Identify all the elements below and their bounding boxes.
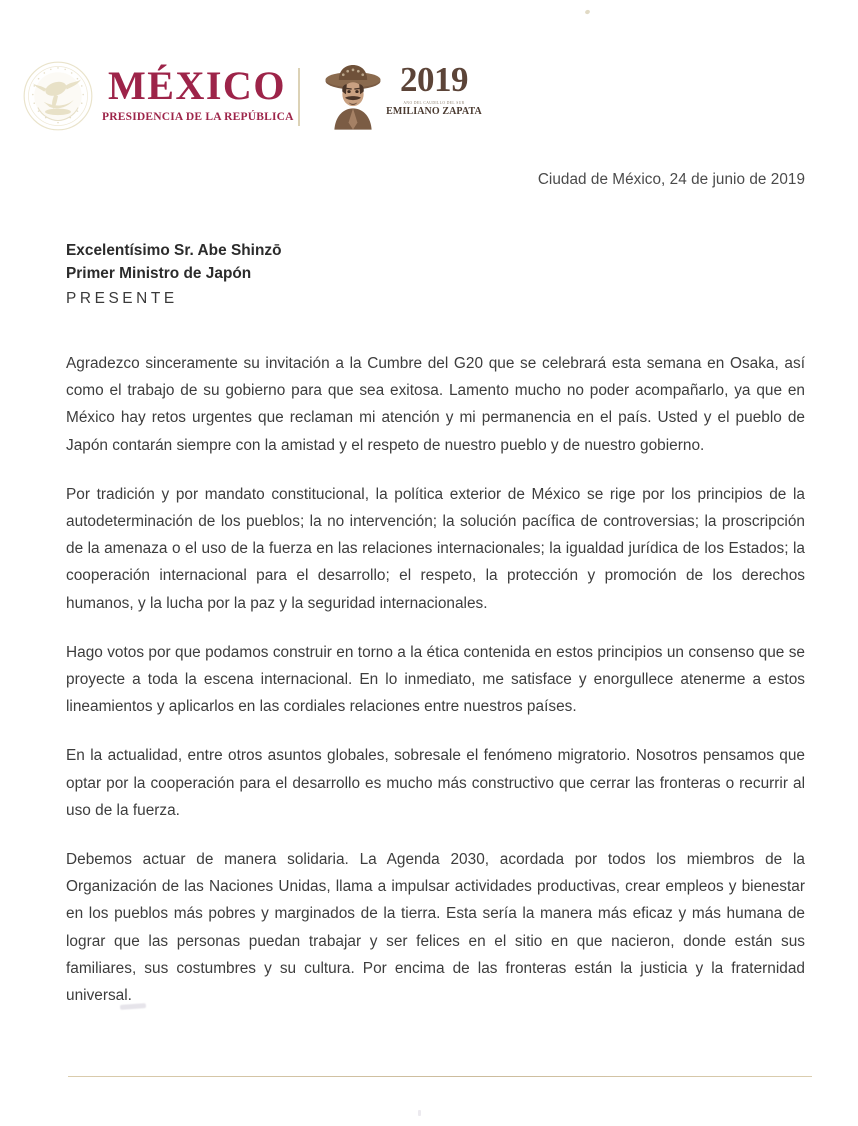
mexican-coat-of-arms-icon <box>22 60 94 132</box>
wordmark-title: MÉXICO <box>108 63 286 108</box>
wordmark-subtitle: PRESIDENCIA DE LA REPÚBLICA <box>102 111 294 123</box>
addressee-name: Excelentísimo Sr. Abe Shinzō <box>66 242 282 259</box>
scan-artifact-speck <box>584 9 590 15</box>
dateline: Ciudad de México, 24 de junio de 2019 <box>537 171 805 188</box>
commemorative-tagline: AÑO DEL CAUDILLO DEL SUR <box>403 101 465 105</box>
body-paragraph: En la actualidad, entre otros asuntos globales, sobresale el fenómeno migratorio. Nosotros pensamos que optar por la cooperación para el desarrollo es mucho más constructivo que cerrar las fronteras o recurrir al uso de la fuerza. <box>66 747 805 819</box>
letter-body <box>66 350 805 1009</box>
addressee-title: Primer Ministro de Japón <box>66 265 252 282</box>
commemorative-emblem <box>322 60 482 134</box>
body-paragraph: Hago votos por que podamos construir en torno a la ética contenida en estos principios un consenso que se proyecte a toda la escena internacional. En lo inmediato, me satisface y enorgullece atenerme a estos lineamientos y aplicarlos en las cordiales relaciones entre nuestros países. <box>66 643 805 716</box>
body-paragraph: Debemos actuar de manera solidaria. La Agenda 2030, acordada por todos los miembros de la Organización de las Naciones Unidas, llama a impulsar actividades productivas, crear empleos y bienestar en los pueblos más pobres y marginados de la tierra. Esta sería la manera más eficaz y más humana de lograr que las personas puedan trabajar y ser felices en el sitio en que nacieron, donde están sus familiares, sus costumbres y su cultura. Por encima de las fronteras están la justicia y la fraternidad universal. <box>66 851 805 1005</box>
addressee-present: PRESENTE <box>66 290 178 307</box>
commemorative-name: EMILIANO ZAPATA <box>386 106 482 117</box>
scan-artifact-mark <box>418 1110 421 1116</box>
commemorative-year: 2019 <box>400 60 468 99</box>
commemorative-year-block <box>386 62 482 117</box>
body-paragraph: Por tradición y por mandato constitucional, la política exterior de México se rige por los principios de la autodeterminación de los pueblos; la no intervención; la solución pacífica de controversias; la proscripción de la amenaza o el uso de la fuerza en las relaciones internacionales; la igualdad jurídica de los Estados; la cooperación internacional para el desarrollo; el respeto, la protección y promoción de los derechos humanos, y la lucha por la paz y la seguridad internacionales. <box>66 485 805 612</box>
mexico-wordmark <box>102 63 294 123</box>
letterhead-divider <box>298 68 300 126</box>
body-paragraph: Agradezco sinceramente su invitación a la Cumbre del G20 que se celebrará esta semana en Osaka, así como el trabajo de su gobierno para que sea exitosa. Lamento mucho no poder acompañarlo, ya que en México hay retos urgentes que reclaman mi atención y mi permanencia en el país. Usted y el pueblo de Japón contarán siempre con la amistad y el respeto de nuestro pueblo y de nuestro gobierno. <box>66 355 805 454</box>
letterhead <box>0 52 858 144</box>
addressee-block <box>66 239 805 310</box>
emiliano-zapata-portrait-icon <box>322 62 384 130</box>
footer-rule <box>68 1076 812 1077</box>
